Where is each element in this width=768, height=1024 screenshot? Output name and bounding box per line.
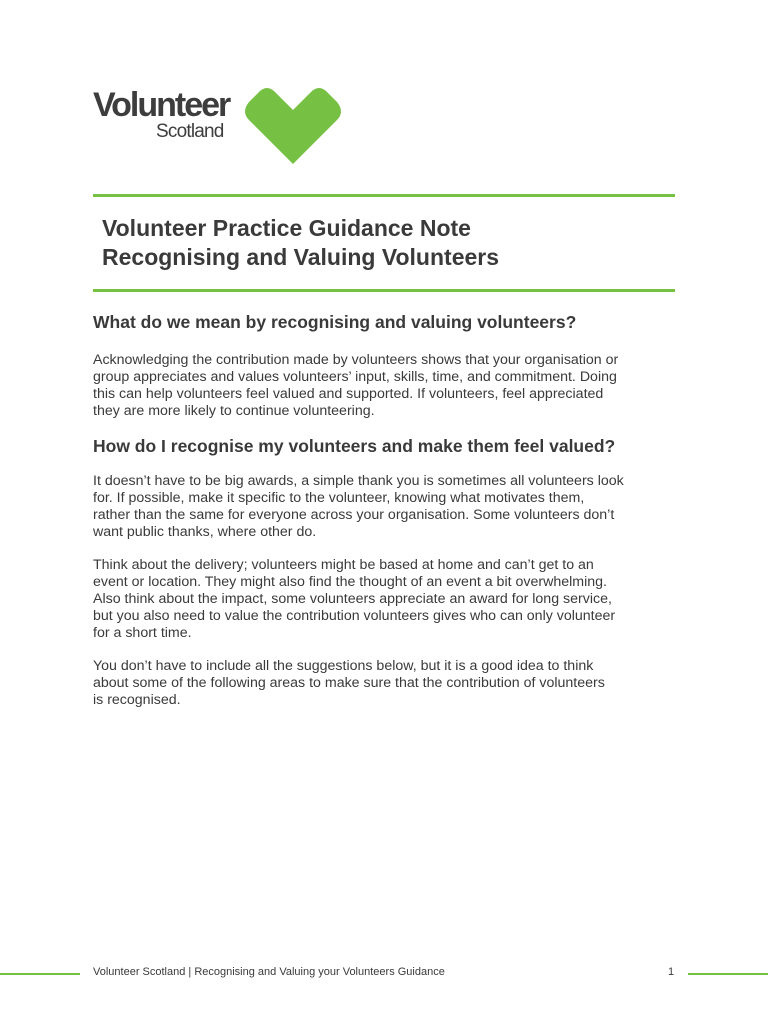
paragraph-line: this can help volunteers feel valued and supported. If volunteers, feel appreciated	[93, 386, 604, 402]
title-line-1: Volunteer Practice Guidance Note	[102, 215, 471, 241]
paragraph-line: It doesn’t have to be big awards, a simple thank you is sometimes all volunteers look	[93, 473, 624, 489]
paragraph-line: Acknowledging the contribution made by volunteers shows that your organisation or	[93, 352, 619, 368]
paragraph-line: about some of the following areas to make sure that the contribution of volunteers	[93, 675, 605, 691]
page-number: 1	[668, 966, 675, 978]
section-heading-meaning: What do we mean by recognising and valuing volunteers?	[93, 312, 577, 332]
title-bottom-rule	[93, 289, 675, 292]
page-footer	[0, 964, 768, 984]
title-top-rule	[93, 194, 675, 197]
paragraph-line: event or location. They might also find the thought of an event a bit overwhelming.	[93, 574, 607, 590]
paragraph-line: for. If possible, make it specific to the volunteer, knowing what motivates them,	[93, 490, 585, 506]
heart-icon	[241, 84, 345, 168]
paragraph-line: they are more likely to continue volunteering.	[93, 403, 375, 419]
document-title	[102, 214, 672, 272]
paragraph-delivery	[93, 557, 683, 642]
section-heading-how: How do I recognise my volunteers and make them feel valued?	[93, 436, 616, 456]
logo-wordmark: Volunteer	[93, 86, 230, 124]
paragraph-line: for a short time.	[93, 625, 192, 641]
volunteer-scotland-logo	[93, 84, 353, 174]
paragraph-awards	[93, 473, 683, 541]
paragraph-line: Also think about the impact, some volunteers appreciate an award for long service,	[93, 591, 612, 607]
paragraph-meaning	[93, 352, 683, 420]
paragraph-line: but you also need to value the contribution volunteers gives who can only volunteer	[93, 608, 616, 624]
footer-rule-left	[0, 973, 80, 975]
paragraph-line: Think about the delivery; volunteers might be based at home and can’t get to an	[93, 557, 594, 573]
paragraph-line: You don’t have to include all the suggestions below, but it is a good idea to think	[93, 658, 594, 674]
footer-text: Volunteer Scotland | Recognising and Valuing your Volunteers Guidance	[93, 966, 445, 978]
paragraph-line: group appreciates and values volunteers’ input, skills, time, and commitment. Doing	[93, 369, 617, 385]
title-line-2: Recognising and Valuing Volunteers	[102, 244, 500, 270]
paragraph-line: want public thanks, where other do.	[93, 524, 317, 540]
logo-subtitle: Scotland	[156, 121, 224, 142]
paragraph-line: is recognised.	[93, 692, 181, 708]
footer-rule-right	[688, 973, 768, 975]
paragraph-line: rather than the same for everyone across your organisation. Some volunteers don’t	[93, 507, 615, 523]
paragraph-suggestions	[93, 658, 683, 709]
